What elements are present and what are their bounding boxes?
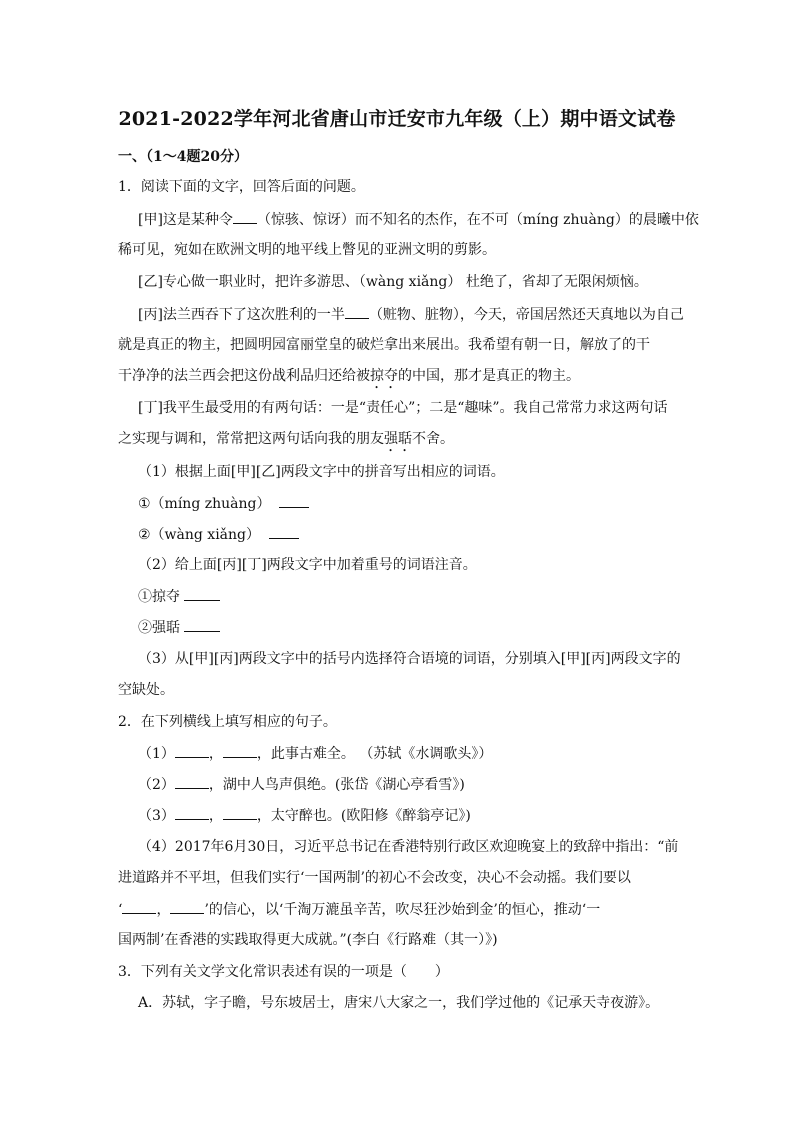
passage-ding-line-2 (118, 429, 454, 455)
punctuation: ， (208, 746, 223, 762)
item-label: （1） (138, 746, 175, 762)
item-label: ②强聒 (138, 620, 180, 636)
q2-item-1 (138, 743, 492, 764)
answer-blank[interactable] (175, 743, 209, 758)
q2-item-4-line-4: 国两制’在香港的实践取得更大成就。”(李白《行路难（其一）》) (118, 932, 498, 948)
item-text: ，太守醉也。(欧阳修《醉翁亭记》) (256, 808, 471, 824)
passage-jia-text: [甲]这是某种令 (138, 212, 233, 228)
exam-title: 2021-2022学年河北省唐山市迁安市九年级（上）期中语文试卷 (118, 108, 676, 130)
passage-bing-text: 的中国，那才是真正的物主。 (398, 368, 580, 384)
passage-ding-text: 不舍。 (412, 431, 454, 447)
item-label: ②（wàng xiǎng） (138, 527, 261, 543)
sub-question-2: （2）给上面[丙][丁]两段文字中加着重号的词语注音。 (138, 557, 477, 573)
answer-blank[interactable] (223, 743, 257, 758)
question-1-stem: 1．阅读下面的文字，回答后面的问题。 (118, 179, 365, 195)
passage-bing-text: （赃物、脏物），今天，帝国居然还天真地以为自己 (368, 307, 684, 323)
answer-blank[interactable] (175, 774, 209, 789)
punctuation: ‘ (118, 902, 123, 918)
q3-option-a: A．苏轼，字子瞻，号东坡居士，唐宋八大家之一，我们学过他的《记承天寺夜游》。 (138, 995, 660, 1011)
answer-blank[interactable] (184, 617, 220, 632)
item-label: ①（míng zhuàng） (138, 496, 271, 512)
passage-jia-line-2: 稀可见，宛如在欧洲文明的地平线上瞥见的亚洲文明的剪影。 (118, 242, 496, 258)
item-text: ，湖中人鸟声俱绝。(张岱《湖心亭看雪》) (208, 777, 465, 793)
punctuation: ， (208, 808, 223, 824)
sub-question-3-line-1: （3）从[甲][丙]两段文字中的括号内选择符合语境的词语，分别填入[甲][丙]两段文字的 (138, 651, 681, 667)
answer-blank[interactable] (175, 805, 209, 820)
answer-blank[interactable] (279, 493, 309, 508)
sub-question-1: （1）根据上面[甲][乙]两段文字中的拼音写出相应的词语。 (138, 464, 505, 480)
q2-item-4-line-3 (118, 899, 600, 920)
passage-bing-text: 干净净的法兰西会把这份战利品归还给被 (118, 368, 370, 384)
item-label: （2） (138, 777, 175, 793)
passage-bing-text: [丙]法兰西吞下了这次胜利的一半 (138, 307, 345, 323)
passage-bing-line-3 (118, 366, 580, 392)
sub-question-2-b (138, 617, 220, 638)
passage-ding-text: 之实现与调和，常常把这两句话向我的朋友 (118, 431, 384, 447)
answer-blank[interactable] (184, 586, 220, 601)
q2-item-4-line-1: （4）2017年6月30日，习近平总书记在香港特别行政区欢迎晚宴上的致辞中指出：“前 (138, 839, 679, 855)
passage-bing-line-1 (138, 304, 684, 325)
answer-blank[interactable] (223, 805, 257, 820)
emphasized-word: 强聒 (384, 431, 412, 447)
answer-blank[interactable] (170, 899, 204, 914)
sub-question-1-b (138, 524, 299, 545)
question-3-stem: 3．下列有关文学文化常识表述有误的一项是（ ） (118, 964, 449, 980)
question-2-stem: 2．在下列横线上填写相应的句子。 (118, 714, 337, 730)
sub-question-2-a (138, 586, 220, 607)
punctuation: ， (156, 902, 171, 918)
q2-item-2 (138, 774, 465, 795)
answer-blank[interactable] (345, 304, 369, 319)
item-label: （3） (138, 808, 175, 824)
passage-jia-line-1 (138, 209, 699, 230)
passage-jia-text: （惊骇、惊讶）而不知名的杰作，在不可（míng zhuàng）的晨曦中依 (256, 212, 699, 228)
answer-blank[interactable] (233, 209, 257, 224)
sub-question-3-line-2: 空缺处。 (118, 682, 174, 698)
q2-item-4-line-2: 进道路并不平坦，但我们实行‘一国两制’的初心不会改变，决心不会动摇。我们要以 (118, 870, 631, 886)
answer-blank[interactable] (269, 524, 299, 539)
passage-ding-line-1: [丁]我平生最受用的有两句话：一是“责任心”；二是“趣味”。我自己常常力求这两句话 (138, 400, 668, 416)
passage-bing-line-2: 就是真正的物主，把圆明园富丽堂皇的破烂拿出来展出。我希望有朝一日，解放了的干 (118, 337, 650, 353)
section-heading: 一、（1～4题20分） (118, 149, 248, 165)
q2-item-3 (138, 805, 471, 826)
emphasized-word: 掠夺 (370, 368, 398, 384)
sub-question-1-a (138, 493, 309, 514)
item-text: ，此事古难全。 （苏轼《水调歌头》） (256, 746, 493, 762)
passage-yi: [乙]专心做一职业时，把许多游思、（wàng xiǎng） 杜绝了，省却了无限闲烦恼。 (138, 274, 648, 290)
answer-blank[interactable] (122, 899, 156, 914)
item-label: ①掠夺 (138, 589, 180, 605)
item-text: ’的信心，以‘千淘万漉虽辛苦，吹尽狂沙始到金’的恒心，推动‘一 (204, 902, 601, 918)
